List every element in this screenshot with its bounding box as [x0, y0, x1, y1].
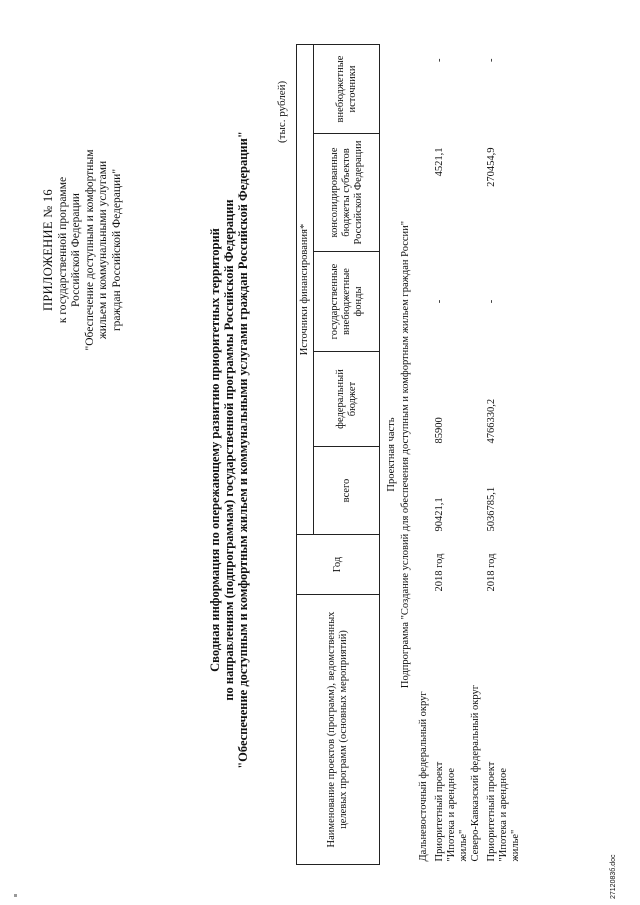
header-extra: внебюджетные источники	[314, 45, 380, 134]
appendix-line: жильем и коммунальными услугами	[97, 160, 109, 340]
table-header	[297, 45, 380, 865]
header-federal: федеральный бюджет	[314, 352, 380, 447]
row-federal: 4766330,2	[486, 398, 497, 444]
title-line: по направлениям (подпрограммам) государственной программы Российской Федерации	[222, 199, 236, 701]
appendix-header	[42, 95, 124, 405]
row-total: 5036785,1	[486, 486, 497, 532]
region-row	[418, 45, 434, 865]
region-name: Дальневосточный федеральный округ	[418, 691, 429, 862]
row-year: 2018 год	[434, 553, 445, 592]
file-footer: 2712083б.doc	[610, 854, 617, 899]
table-row	[486, 45, 522, 865]
region-name: Северо-Кавказский федеральный округ	[470, 684, 481, 862]
table-row	[434, 45, 470, 865]
row-extra: -	[486, 58, 497, 62]
header-sources: Источники финансирования*	[297, 45, 314, 535]
section-row	[380, 45, 399, 865]
header-state-funds: государственные внебюджетные фонды	[314, 252, 380, 352]
subprogram-row	[398, 45, 418, 865]
appendix-line: "Обеспечение доступным и комфортным	[83, 149, 96, 351]
row-regional: 270454,9	[486, 147, 497, 187]
appendix-line: Российской Федерации	[70, 193, 82, 307]
header-regional: консолидированные бюджеты субъектов Российской Федерации	[314, 134, 380, 252]
header-year: Год	[297, 535, 380, 595]
row-extra: -	[434, 58, 445, 62]
document-title	[208, 75, 250, 825]
section-title: Проектная часть	[386, 417, 397, 492]
row-total: 90421,1	[434, 497, 445, 532]
appendix-number: ПРИЛОЖЕНИЕ № 16	[41, 189, 55, 311]
row-state-funds: -	[434, 299, 445, 304]
appendix-line: граждан Российской Федерации"	[110, 168, 123, 332]
header-name: Наименование проектов (программ), ведомственных целевых программ (основных мероприятий)	[297, 595, 380, 865]
header-total: всего	[314, 447, 380, 535]
financing-table	[296, 44, 522, 865]
row-state-funds: -	[486, 299, 497, 304]
region-row	[470, 45, 486, 865]
row-federal: 85900	[434, 417, 445, 444]
title-line: Сводная информация по опережающему развитию приоритетных территорий	[208, 228, 222, 672]
subprogram-title: Подпрограмма "Создание условий для обеспечения доступным и комфортным жильем граждан России"	[400, 220, 411, 689]
scan-speck	[14, 894, 17, 897]
row-project-name: Приоритетный проект "Ипотека и арендное жилье"	[434, 761, 469, 862]
units-label: (тыс. рублей)	[276, 80, 288, 143]
title-line: "Обеспечение доступным и комфортным жильем и коммунальными услугами граждан Российской Федерации"	[236, 131, 250, 769]
appendix-line: к государственной программе	[56, 176, 69, 324]
row-project-name: Приоритетный проект "Ипотека и арендное жилье"	[486, 761, 521, 862]
row-regional: 4521,1	[434, 147, 445, 177]
row-year: 2018 год	[486, 553, 497, 592]
table-body	[380, 45, 523, 865]
